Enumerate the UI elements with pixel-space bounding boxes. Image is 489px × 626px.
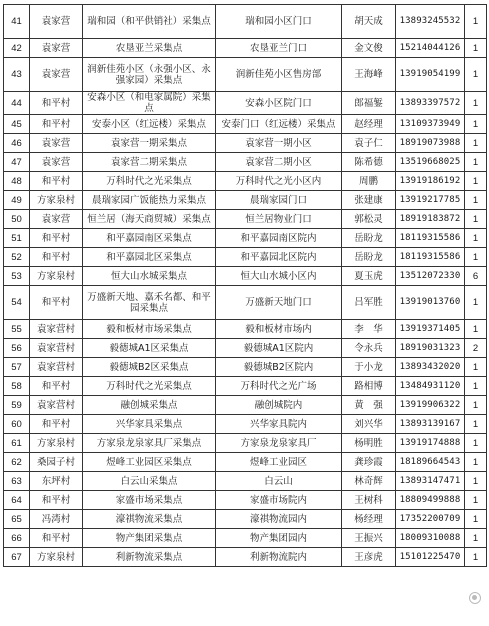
- cell-point: 方家泉龙泉家具厂采集点: [83, 434, 216, 453]
- cell-count: 1: [465, 286, 487, 320]
- cell-location: 濠祺物流园内: [216, 510, 342, 529]
- table-row: [4, 115, 487, 134]
- cell-count: 1: [465, 491, 487, 510]
- cell-location: 万科时代之光小区内: [216, 172, 342, 191]
- cell-point: 袁家营二期采集点: [83, 153, 216, 172]
- cell-location: 晨瑞家园门口: [216, 191, 342, 210]
- cell-no: 48: [4, 172, 30, 191]
- cell-village: 和平村: [30, 491, 83, 510]
- cell-contact: 胡天成: [342, 5, 396, 39]
- table-row: [4, 153, 487, 172]
- cell-village: 和平村: [30, 377, 83, 396]
- cell-point: 毅和板材市场采集点: [83, 320, 216, 339]
- cell-count: 1: [465, 453, 487, 472]
- table-row: [4, 453, 487, 472]
- cell-phone: 13893147471: [396, 472, 465, 491]
- table-row: [4, 229, 487, 248]
- cell-no: 65: [4, 510, 30, 529]
- cell-contact: 王振兴: [342, 529, 396, 548]
- cell-village: 和平村: [30, 286, 83, 320]
- cell-village: 方家泉村: [30, 267, 83, 286]
- table-row: [4, 58, 487, 92]
- cell-phone: 13919186192: [396, 172, 465, 191]
- table-row: [4, 529, 487, 548]
- cell-location: 袁家营二期小区: [216, 153, 342, 172]
- cell-phone: 18189664543: [396, 453, 465, 472]
- cell-phone: 13519668025: [396, 153, 465, 172]
- cell-location: 润新佳苑小区售房部: [216, 58, 342, 92]
- cell-village: 桑园子村: [30, 453, 83, 472]
- cell-village: 袁家营: [30, 5, 83, 39]
- cell-phone: 13919217785: [396, 191, 465, 210]
- cell-point: 和平嘉园南区采集点: [83, 229, 216, 248]
- cell-point: 煜峰工业园区采集点: [83, 453, 216, 472]
- cell-phone: 13512072330: [396, 267, 465, 286]
- cell-village: 和平村: [30, 92, 83, 115]
- cell-contact: 林奇辉: [342, 472, 396, 491]
- cell-point: 万科时代之光采集点: [83, 377, 216, 396]
- cell-no: 50: [4, 210, 30, 229]
- cell-no: 52: [4, 248, 30, 267]
- cell-phone: 18119315586: [396, 248, 465, 267]
- cell-no: 63: [4, 472, 30, 491]
- cell-phone: 18919031323: [396, 339, 465, 358]
- cell-location: 万盛新天地门口: [216, 286, 342, 320]
- cell-point: 安森小区（和电家属院）采集点: [83, 92, 216, 115]
- cell-contact: 张建康: [342, 191, 396, 210]
- cell-point: 恒兰居（海天商贸城）采集点: [83, 210, 216, 229]
- cell-contact: 杨经理: [342, 510, 396, 529]
- cell-count: 1: [465, 510, 487, 529]
- cell-contact: 岳盼龙: [342, 229, 396, 248]
- cell-point: 万科时代之光采集点: [83, 172, 216, 191]
- cell-count: 1: [465, 434, 487, 453]
- cell-no: 67: [4, 548, 30, 567]
- cell-contact: 王海峰: [342, 58, 396, 92]
- cell-location: 和平嘉园南区院内: [216, 229, 342, 248]
- cell-count: 1: [465, 396, 487, 415]
- cell-location: 家盛市场院内: [216, 491, 342, 510]
- table-row: [4, 248, 487, 267]
- cell-phone: 13919371405: [396, 320, 465, 339]
- cell-no: 45: [4, 115, 30, 134]
- cell-village: 和平村: [30, 529, 83, 548]
- cell-contact: 李 华: [342, 320, 396, 339]
- cell-count: 1: [465, 248, 487, 267]
- cell-phone: 15101225470: [396, 548, 465, 567]
- cell-count: 1: [465, 191, 487, 210]
- cell-village: 袁家营村: [30, 320, 83, 339]
- cell-point: 安泰小区（红远楼）采集点: [83, 115, 216, 134]
- cell-phone: 13893397572: [396, 92, 465, 115]
- cell-count: 1: [465, 39, 487, 58]
- cell-point: 物产集团采集点: [83, 529, 216, 548]
- cell-no: 49: [4, 191, 30, 210]
- cell-point: 家盛市场采集点: [83, 491, 216, 510]
- cell-village: 东坪村: [30, 472, 83, 491]
- table-row: [4, 415, 487, 434]
- cell-contact: 杨明胜: [342, 434, 396, 453]
- cell-village: 袁家营: [30, 39, 83, 58]
- cell-village: 和平村: [30, 248, 83, 267]
- cell-count: 1: [465, 229, 487, 248]
- table-row: [4, 510, 487, 529]
- cell-location: 利新物流院内: [216, 548, 342, 567]
- cell-no: 56: [4, 339, 30, 358]
- cell-village: 袁家营: [30, 134, 83, 153]
- cell-no: 57: [4, 358, 30, 377]
- cell-contact: 吕军胜: [342, 286, 396, 320]
- cell-location: 白云山: [216, 472, 342, 491]
- cell-no: 42: [4, 39, 30, 58]
- cell-location: 安森小区院门口: [216, 92, 342, 115]
- cell-location: 融创城院内: [216, 396, 342, 415]
- cell-village: 袁家营村: [30, 396, 83, 415]
- cell-contact: 金文俊: [342, 39, 396, 58]
- cell-location: 万科时代之光广场: [216, 377, 342, 396]
- cell-point: 润新佳苑小区（永强小区、永强家园）采集点: [83, 58, 216, 92]
- table-row: [4, 134, 487, 153]
- cell-village: 袁家营: [30, 58, 83, 92]
- cell-count: 1: [465, 472, 487, 491]
- cell-village: 和平村: [30, 172, 83, 191]
- cell-contact: 郎福錾: [342, 92, 396, 115]
- cell-count: 1: [465, 92, 487, 115]
- cell-village: 袁家营: [30, 153, 83, 172]
- cell-contact: 岳盼龙: [342, 248, 396, 267]
- cell-no: 43: [4, 58, 30, 92]
- cell-point: 和平嘉园北区采集点: [83, 248, 216, 267]
- cell-contact: 王树科: [342, 491, 396, 510]
- cell-phone: 18119315586: [396, 229, 465, 248]
- cell-point: 融创城采集点: [83, 396, 216, 415]
- cell-location: 毅德城B2区院内: [216, 358, 342, 377]
- table-row: [4, 548, 487, 567]
- cell-phone: 18919183872: [396, 210, 465, 229]
- cell-count: 1: [465, 172, 487, 191]
- cell-phone: 13484931120: [396, 377, 465, 396]
- cell-count: 1: [465, 529, 487, 548]
- cell-no: 46: [4, 134, 30, 153]
- cell-location: 安泰门口（红远楼）采集点: [216, 115, 342, 134]
- cell-count: 1: [465, 320, 487, 339]
- cell-no: 58: [4, 377, 30, 396]
- cell-phone: 15214044126: [396, 39, 465, 58]
- cell-count: 1: [465, 134, 487, 153]
- cell-village: 方家泉村: [30, 434, 83, 453]
- cell-point: 毅德城B2区采集点: [83, 358, 216, 377]
- cell-phone: 13893139167: [396, 415, 465, 434]
- cell-no: 64: [4, 491, 30, 510]
- cell-village: 袁家营村: [30, 339, 83, 358]
- watermark: [469, 592, 481, 604]
- cell-contact: 龚珍霞: [342, 453, 396, 472]
- cell-no: 41: [4, 5, 30, 39]
- table-row: [4, 339, 487, 358]
- cell-phone: 13919054199: [396, 58, 465, 92]
- table-row: [4, 491, 487, 510]
- cell-village: 方家泉村: [30, 548, 83, 567]
- cell-point: 利新物流采集点: [83, 548, 216, 567]
- watermark-logo-icon: [469, 592, 481, 604]
- cell-contact: 路相博: [342, 377, 396, 396]
- cell-count: 1: [465, 5, 487, 39]
- cell-point: 晨瑞家园广饭能热力采集点: [83, 191, 216, 210]
- cell-location: 毅和板材市场内: [216, 320, 342, 339]
- table-body: [4, 5, 487, 567]
- cell-count: 6: [465, 267, 487, 286]
- cell-location: 兴华家具院内: [216, 415, 342, 434]
- cell-phone: 18809499888: [396, 491, 465, 510]
- cell-no: 47: [4, 153, 30, 172]
- cell-village: 袁家营: [30, 210, 83, 229]
- cell-village: 和平村: [30, 229, 83, 248]
- table-row: [4, 172, 487, 191]
- cell-contact: 黄 强: [342, 396, 396, 415]
- cell-location: 恒兰居物业门口: [216, 210, 342, 229]
- cell-contact: 刘兴华: [342, 415, 396, 434]
- cell-location: 瑞和园小区门口: [216, 5, 342, 39]
- cell-location: 袁家营一期小区: [216, 134, 342, 153]
- collection-points-table: [3, 4, 487, 567]
- cell-point: 恒大山水城采集点: [83, 267, 216, 286]
- cell-contact: 袁子仁: [342, 134, 396, 153]
- cell-phone: 13893245532: [396, 5, 465, 39]
- cell-no: 55: [4, 320, 30, 339]
- cell-contact: 陈希德: [342, 153, 396, 172]
- cell-point: 毅德城A1区采集点: [83, 339, 216, 358]
- table-row: [4, 320, 487, 339]
- cell-phone: 18919073988: [396, 134, 465, 153]
- cell-contact: 夏玉虎: [342, 267, 396, 286]
- cell-contact: 赵经理: [342, 115, 396, 134]
- cell-location: 和平嘉园北区院内: [216, 248, 342, 267]
- cell-point: 袁家营一期采集点: [83, 134, 216, 153]
- table-row: [4, 377, 487, 396]
- cell-no: 66: [4, 529, 30, 548]
- table-row: [4, 472, 487, 491]
- table-row: [4, 267, 487, 286]
- cell-no: 44: [4, 92, 30, 115]
- cell-count: 1: [465, 153, 487, 172]
- cell-point: 兴华家具采集点: [83, 415, 216, 434]
- cell-village: 冯湾村: [30, 510, 83, 529]
- table-row: [4, 92, 487, 115]
- cell-village: 方家泉村: [30, 191, 83, 210]
- cell-point: 濠祺物流采集点: [83, 510, 216, 529]
- cell-no: 59: [4, 396, 30, 415]
- cell-contact: 于小龙: [342, 358, 396, 377]
- cell-phone: 13893432020: [396, 358, 465, 377]
- cell-point: 白云山采集点: [83, 472, 216, 491]
- cell-no: 53: [4, 267, 30, 286]
- cell-no: 60: [4, 415, 30, 434]
- cell-contact: 王彦虎: [342, 548, 396, 567]
- cell-phone: 13109373949: [396, 115, 465, 134]
- cell-count: 1: [465, 58, 487, 92]
- cell-contact: 周鹏: [342, 172, 396, 191]
- cell-count: 1: [465, 358, 487, 377]
- cell-no: 54: [4, 286, 30, 320]
- cell-count: 1: [465, 210, 487, 229]
- cell-village: 和平村: [30, 115, 83, 134]
- table-row: [4, 5, 487, 39]
- cell-village: 袁家营村: [30, 358, 83, 377]
- cell-count: 2: [465, 339, 487, 358]
- cell-phone: 13919013760: [396, 286, 465, 320]
- table-row: [4, 39, 487, 58]
- cell-location: 方家泉龙泉家具厂: [216, 434, 342, 453]
- table-row: [4, 210, 487, 229]
- cell-point: 万盛新天地、嘉禾名都、和平园采集点: [83, 286, 216, 320]
- table-row: [4, 191, 487, 210]
- table-row: [4, 358, 487, 377]
- cell-phone: 17352200709: [396, 510, 465, 529]
- cell-count: 1: [465, 415, 487, 434]
- cell-contact: 郭松灵: [342, 210, 396, 229]
- cell-count: 1: [465, 548, 487, 567]
- cell-point: 农垦亚兰采集点: [83, 39, 216, 58]
- cell-no: 51: [4, 229, 30, 248]
- cell-no: 61: [4, 434, 30, 453]
- cell-count: 1: [465, 115, 487, 134]
- cell-location: 毅德城A1区院内: [216, 339, 342, 358]
- cell-location: 煜峰工业园区: [216, 453, 342, 472]
- cell-no: 62: [4, 453, 30, 472]
- cell-contact: 令永兵: [342, 339, 396, 358]
- cell-phone: 13919906322: [396, 396, 465, 415]
- cell-location: 农垦亚兰门口: [216, 39, 342, 58]
- cell-location: 物产集团园内: [216, 529, 342, 548]
- cell-phone: 18009310088: [396, 529, 465, 548]
- cell-phone: 13919174888: [396, 434, 465, 453]
- cell-count: 1: [465, 377, 487, 396]
- table-row: [4, 396, 487, 415]
- cell-village: 和平村: [30, 415, 83, 434]
- table-row: [4, 286, 487, 320]
- cell-point: 瑞和园（和平供销社）采集点: [83, 5, 216, 39]
- cell-location: 恒大山水城小区内: [216, 267, 342, 286]
- table-row: [4, 434, 487, 453]
